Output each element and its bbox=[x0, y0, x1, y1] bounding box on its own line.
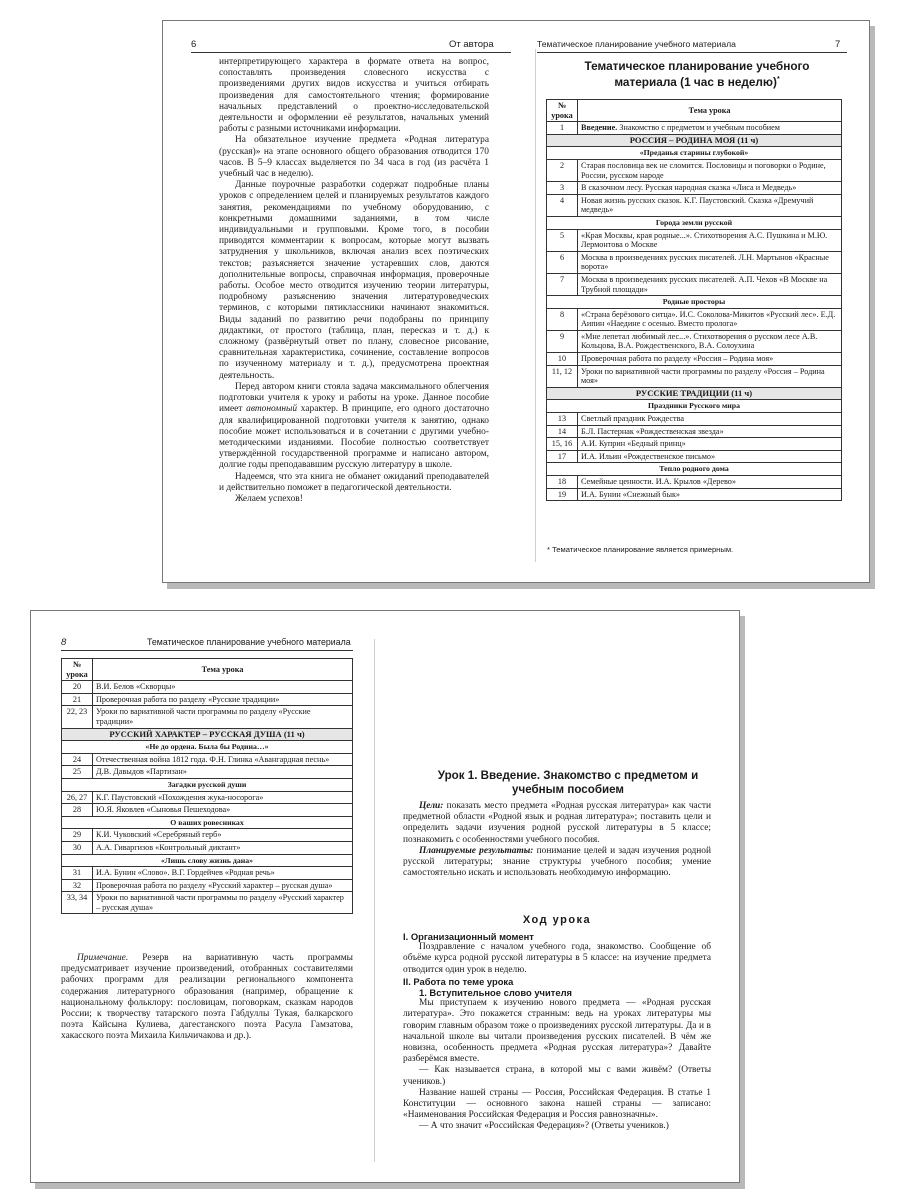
lesson-topic: Уроки по вариативной части программы по разделу «Русский характер – русская душа» bbox=[93, 892, 353, 914]
plan-table-wrap bbox=[546, 99, 842, 501]
lesson-row bbox=[547, 251, 842, 273]
lesson-number: 18 bbox=[547, 476, 578, 489]
lesson-number: 1 bbox=[547, 122, 578, 135]
subsection-title: «Преданья старины глубокой» bbox=[547, 147, 842, 160]
lesson-number: 10 bbox=[547, 353, 578, 366]
lesson-topic: И.А. Бунин «Слово». В.Г. Гордейчев «Родная речь» bbox=[93, 867, 353, 880]
paragraph: На обязательное изучение предмета «Родная литература (русская)» на этапе основного общего образования отводится 170 часов. В 5–9 классах выделяется по 34 часа в год (из расчёта 1 учебный час в неделю). bbox=[219, 135, 489, 180]
section-row bbox=[547, 387, 842, 400]
plan-table-body bbox=[62, 681, 353, 914]
results-paragraph: Планируемые результаты: понимание целей и задач изучения родной русской литературы; знание структуры учебного пособия; умение самостоятельно искать и использовать необходимую информацию. bbox=[403, 845, 711, 879]
subsection-row bbox=[547, 147, 842, 160]
lesson-topic: А.И. Куприн «Бедный принц» bbox=[578, 438, 842, 451]
section-title: РОССИЯ – РОДИНА МОЯ (11 ч) bbox=[547, 134, 842, 147]
paragraph: Желаем успехов! bbox=[235, 493, 303, 504]
paragraph: — А что значит «Российская Федерация»? (Ответы учеников.) bbox=[419, 1121, 669, 1132]
lesson-topic: Проверочная работа по разделу «Россия – Родина моя» bbox=[578, 353, 842, 366]
subsection-title: О ваших ровесниках bbox=[62, 816, 353, 829]
paragraph: Данные поурочные разработки содержат подробные планы уроков с определением целей и планируемых результатов каждого занятия, рекомендациями по учебному оборудованию, с конкретными домашними заданиями, в том числе индивидуальными и групповыми. Кроме того, в пособии приводятся комментарии к вопросам, которые могут вызвать затруднения у школьников, включая анализ всех поэтических текстов; разъясняется значение устаревших слов, даются дополнительные вопросы, справочная информация, проверочные работы. Особое место отводится изучению теории литературы, подробному разъяснению значения литературоведческих терминов, с которыми пятиклассники начинают знакомиться. Виды заданий по развитию речи подобраны по принципу дидактики, от простого (таблица, план, пересказ и т. д.) к сложному (развёрнутый ответ по плану, словесное рисование, сравнительная характеристика, сочинение, составление вопросов по изученному материалу и т. д.), предусмотрена проектная деятельность. bbox=[219, 180, 489, 381]
lesson-topic: Семейные ценности. И.А. Крылов «Дерево» bbox=[578, 476, 842, 489]
lesson-row bbox=[547, 450, 842, 463]
lesson-number: 15, 16 bbox=[547, 438, 578, 451]
lesson-number: 6 bbox=[547, 251, 578, 273]
lesson-number: 22, 23 bbox=[62, 706, 93, 728]
lesson-row bbox=[547, 273, 842, 295]
lesson-number: 17 bbox=[547, 450, 578, 463]
lesson-topic: «Края Москвы, края родные...». Стихотворения А.С. Пушкина и М.Ю. Лермонтова о Москве bbox=[578, 229, 842, 251]
lesson-number: 33, 34 bbox=[62, 892, 93, 914]
section-title: РУССКИЙ ХАРАКТЕР – РУССКАЯ ДУША (11 ч) bbox=[62, 728, 353, 741]
section-row bbox=[547, 134, 842, 147]
lesson-topic: Москва в произведениях русских писателей. А.П. Чехов «В Москве на Трубной площади» bbox=[578, 273, 842, 295]
lesson-topic: Москва в произведениях русских писателей. Л.Н. Мартынов «Красные ворота» bbox=[578, 251, 842, 273]
paragraph: Поздравление с началом учебного года, знакомство. Сообщение об объёме курса родной русской литературы в 5 классе: на изучение предмета отводится один урок в неделю. bbox=[403, 942, 711, 975]
lesson-row bbox=[547, 330, 842, 352]
lesson-row bbox=[62, 766, 353, 779]
lesson-topic: Ю.Я. Яковлев «Сыновья Пешеходова» bbox=[93, 804, 353, 817]
lesson-topic: Старая пословица век не сломится. Пословицы и поговорки о Родине, России, русском народе bbox=[578, 159, 842, 181]
lesson-number: 14 bbox=[547, 425, 578, 438]
lesson-number: 19 bbox=[547, 488, 578, 501]
lesson-number: 32 bbox=[62, 879, 93, 892]
lesson-number: 30 bbox=[62, 841, 93, 854]
lesson-topic: «Мне лепетал любимый лес...». Стихотворения о русском лесе А.В. Кольцова, В.А. Рождественского, В.А. Солоухина bbox=[578, 330, 842, 352]
col-header-topic: Тема урока bbox=[93, 659, 353, 681]
lesson-number: 3 bbox=[547, 182, 578, 195]
lesson-row bbox=[62, 681, 353, 694]
lesson-row bbox=[547, 413, 842, 426]
subsection-row bbox=[547, 400, 842, 413]
header-rule bbox=[191, 52, 511, 53]
subsection-row bbox=[62, 854, 353, 867]
lesson-row bbox=[62, 791, 353, 804]
author-foreword bbox=[219, 57, 489, 505]
lesson-row bbox=[62, 892, 353, 914]
lesson-topic: И.А. Бунин «Снежный бык» bbox=[578, 488, 842, 501]
lesson-topic: Новая жизнь русских сказок. К.Г. Паустовский. Сказка «Дремучий медведь» bbox=[578, 194, 842, 216]
plan-table-body bbox=[547, 122, 842, 501]
running-header: Тематическое планирование учебного материала bbox=[147, 637, 351, 647]
plan-table-wrap bbox=[61, 658, 353, 914]
lesson-number: 7 bbox=[547, 273, 578, 295]
col-header-number: № урока bbox=[62, 659, 93, 681]
lesson-row bbox=[547, 122, 842, 135]
lesson-number: 25 bbox=[62, 766, 93, 779]
lesson-row bbox=[547, 308, 842, 330]
lesson-row bbox=[547, 159, 842, 181]
spine-divider bbox=[374, 639, 375, 1162]
lesson-row bbox=[547, 476, 842, 489]
page-number: 7 bbox=[835, 39, 841, 50]
lesson-row bbox=[62, 829, 353, 842]
lesson-row bbox=[547, 353, 842, 366]
subsection-title: Родные просторы bbox=[547, 296, 842, 309]
lesson-row bbox=[547, 425, 842, 438]
lesson-row bbox=[547, 229, 842, 251]
lesson-row bbox=[62, 804, 353, 817]
lesson-topic: Светлый праздник Рождества bbox=[578, 413, 842, 426]
spine-divider bbox=[535, 49, 536, 562]
lesson-number: 31 bbox=[62, 867, 93, 880]
subsection-row bbox=[62, 778, 353, 791]
lesson-topic: К.И. Чуковский «Серебряный герб» bbox=[93, 829, 353, 842]
lesson-row bbox=[547, 488, 842, 501]
goals-paragraph: Цели: показать место предмета «Родная русская литература» как части предметной области «Родной язык и родная литература»; поставить цели и определить задачи изучения родной русской литературы в 5 классе; познакомить с особенностями учебного пособия. bbox=[403, 801, 711, 845]
section-title: РУССКИЕ ТРАДИЦИИ (11 ч) bbox=[547, 387, 842, 400]
lesson-row bbox=[62, 753, 353, 766]
subsection-row bbox=[62, 741, 353, 754]
subsection-row bbox=[547, 296, 842, 309]
subsection-row bbox=[62, 816, 353, 829]
lesson-row bbox=[62, 693, 353, 706]
lesson-topic: К.Г. Паустовский «Похождения жука-носорога» bbox=[93, 791, 353, 804]
lesson-number: 26, 27 bbox=[62, 791, 93, 804]
lesson-number: 8 bbox=[547, 308, 578, 330]
lesson-row bbox=[547, 365, 842, 387]
lesson-topic: Уроки по вариативной части программы по разделу «Россия – Родина моя» bbox=[578, 365, 842, 387]
footnote: * Тематическое планирование является примерным. bbox=[547, 545, 734, 554]
lesson-row bbox=[62, 867, 353, 880]
lesson-topic: Проверочная работа по разделу «Русские традиции» bbox=[93, 693, 353, 706]
lesson-topic: Б.Л. Пастернак «Рождественская звезда» bbox=[578, 425, 842, 438]
header-rule bbox=[61, 650, 353, 651]
lesson-number: 9 bbox=[547, 330, 578, 352]
lesson-number: 13 bbox=[547, 413, 578, 426]
running-header: От автора bbox=[449, 39, 494, 50]
lesson-topic: В.И. Белов «Скворцы» bbox=[93, 681, 353, 694]
plan-table bbox=[546, 99, 842, 501]
lesson-number: 29 bbox=[62, 829, 93, 842]
lesson-topic: «Страна берёзового ситца». И.С. Соколова-Микитов «Русский лес». Е.Д. Аипин «Наедине с осенью. Вместо пролога» bbox=[578, 308, 842, 330]
lesson-topic: Отечественная война 1812 года. Ф.Н. Глинка «Авангардная песнь» bbox=[93, 753, 353, 766]
paragraph: Название нашей страны — Россия, Российская Федерация. В статье 1 Конституции — основного закона нашей страны — записано: «Наименования Российская Федерация и Россия равнозначны». bbox=[403, 1087, 711, 1121]
lesson-topic: Д.В. Давыдов «Партизан» bbox=[93, 766, 353, 779]
bottom-spread bbox=[30, 610, 740, 1183]
lesson-row bbox=[62, 706, 353, 728]
lesson-topic: А.А. Гиваргизов «Контрольный диктант» bbox=[93, 841, 353, 854]
paragraph: интерпретирующего характера в формате ответа на вопрос, сопоставлять произведения словесного искусства с произведениями других видов искусства и учиться отбирать произведения для самостоятельного чтения; формирование начальных представлений о проектно-исследовательской деятельности и оформлении её результатов, начальных умений работы с разными источниками информации. bbox=[219, 57, 489, 135]
subsection-row bbox=[547, 216, 842, 229]
lesson-topic: Уроки по вариативной части программы по разделу «Русские традиции» bbox=[93, 706, 353, 728]
lesson-row bbox=[62, 841, 353, 854]
lesson-number: 5 bbox=[547, 229, 578, 251]
lesson-row bbox=[547, 182, 842, 195]
section-row bbox=[62, 728, 353, 741]
course-heading: Ход урока bbox=[522, 914, 592, 926]
section-heading: II. Работа по теме урока bbox=[403, 975, 514, 987]
top-spread bbox=[162, 20, 870, 583]
lesson-title: Урок 1. Введение. Знакомство с предметом и учебным пособием bbox=[437, 769, 699, 796]
lesson-goals bbox=[403, 801, 711, 879]
lesson-row bbox=[62, 879, 353, 892]
subsection-title: Тепло родного дома bbox=[547, 463, 842, 476]
subsection-title: «Лишь слову жизнь дана» bbox=[62, 854, 353, 867]
page-number: 6 bbox=[191, 39, 197, 50]
paragraph: Надеемся, что эта книга не обманет ожиданий преподавателей и действительно поможет в педагогической деятельности. bbox=[219, 471, 489, 493]
page-number: 8 bbox=[61, 637, 67, 648]
lesson-number: 20 bbox=[62, 681, 93, 694]
lesson-number: 11, 12 bbox=[547, 365, 578, 387]
lesson-number: 24 bbox=[62, 753, 93, 766]
paragraph: Мы приступаем к изучению нового предмета — «Родная русская литература». Это покажется странным: ведь на уроках литературы мы говорим главным образом тоже о произведениях русской литературы. Да и в начальной школе вы читали произведения русских писателей. В чём же новизна, особенность предмета «Родная русская литература»? Давайте разберёмся вместе. bbox=[403, 998, 711, 1065]
subsection-title: Загадки русской души bbox=[62, 778, 353, 791]
lesson-number: 28 bbox=[62, 804, 93, 817]
lesson-number: 2 bbox=[547, 159, 578, 181]
col-header-topic: Тема урока bbox=[578, 100, 842, 122]
paragraph: Перед автором книги стояла задача максимального облегчения подготовки учителя к уроку и работы на уроке. Данное пособие имеет автономный характер. В принципе, его одного достаточно для квалифицированной подготовки учителя к занятию, однако пособие может использоваться и в сочетании с другими учебно-методическими изданиями. Пособие полностью соответствует утверждённой государственной программе и написано автором, долгие годы преподававшим русскую литературу в школе. bbox=[219, 381, 490, 471]
running-header: Тематическое планирование учебного материала bbox=[537, 39, 736, 49]
lesson-row bbox=[547, 194, 842, 216]
subsection-heading: 1. Вступительное слово учителя bbox=[419, 987, 572, 999]
subsection-title: «Не до ордена. Была бы Родина…» bbox=[62, 741, 353, 754]
lesson-topic: В сказочном лесу. Русская народная сказка «Лиса и Медведь» bbox=[578, 182, 842, 195]
note-paragraph: Примечание. Резерв на вариативную часть программы предусматривает изучение произведений, отобранных составителями рабочих программ для реализации регионального компонента содержания литературного образования (например, обращение к национальному фольклору: пословицам, поговоркам, сказкам народов России; к творчеству татарского поэта Габдуллы Тукая, балкарского поэта Кайсына Кулиева, дагестанского поэта Расула Гамзатова, хакасского поэта Михаила Кильчичакова и др.). bbox=[61, 953, 353, 1042]
paragraph: — Как называется страна, в которой мы с вами живём? (Ответы учеников.) bbox=[403, 1065, 711, 1087]
lesson-course bbox=[403, 931, 711, 1133]
section-heading: I. Организационный момент bbox=[403, 931, 534, 942]
lesson-number: 4 bbox=[547, 194, 578, 216]
subsection-title: Города земли русской bbox=[547, 216, 842, 229]
subsection-row bbox=[547, 463, 842, 476]
subsection-title: Праздники Русского мира bbox=[547, 400, 842, 413]
note bbox=[61, 953, 353, 1043]
lesson-row bbox=[547, 438, 842, 451]
lesson-number: 21 bbox=[62, 693, 93, 706]
lesson-topic: Проверочная работа по разделу «Русский характер – русская душа» bbox=[93, 879, 353, 892]
plan-title: Тематическое планирование учебного материала (1 час в неделю)* bbox=[584, 59, 810, 89]
lesson-topic: И.А. Ильин «Рождественское письмо» bbox=[578, 450, 842, 463]
col-header-number: № урока bbox=[547, 100, 578, 122]
lesson-topic: Введение. Знакомство с предметом и учебным пособием bbox=[578, 122, 842, 135]
header-rule bbox=[537, 52, 847, 53]
plan-table bbox=[61, 658, 353, 914]
